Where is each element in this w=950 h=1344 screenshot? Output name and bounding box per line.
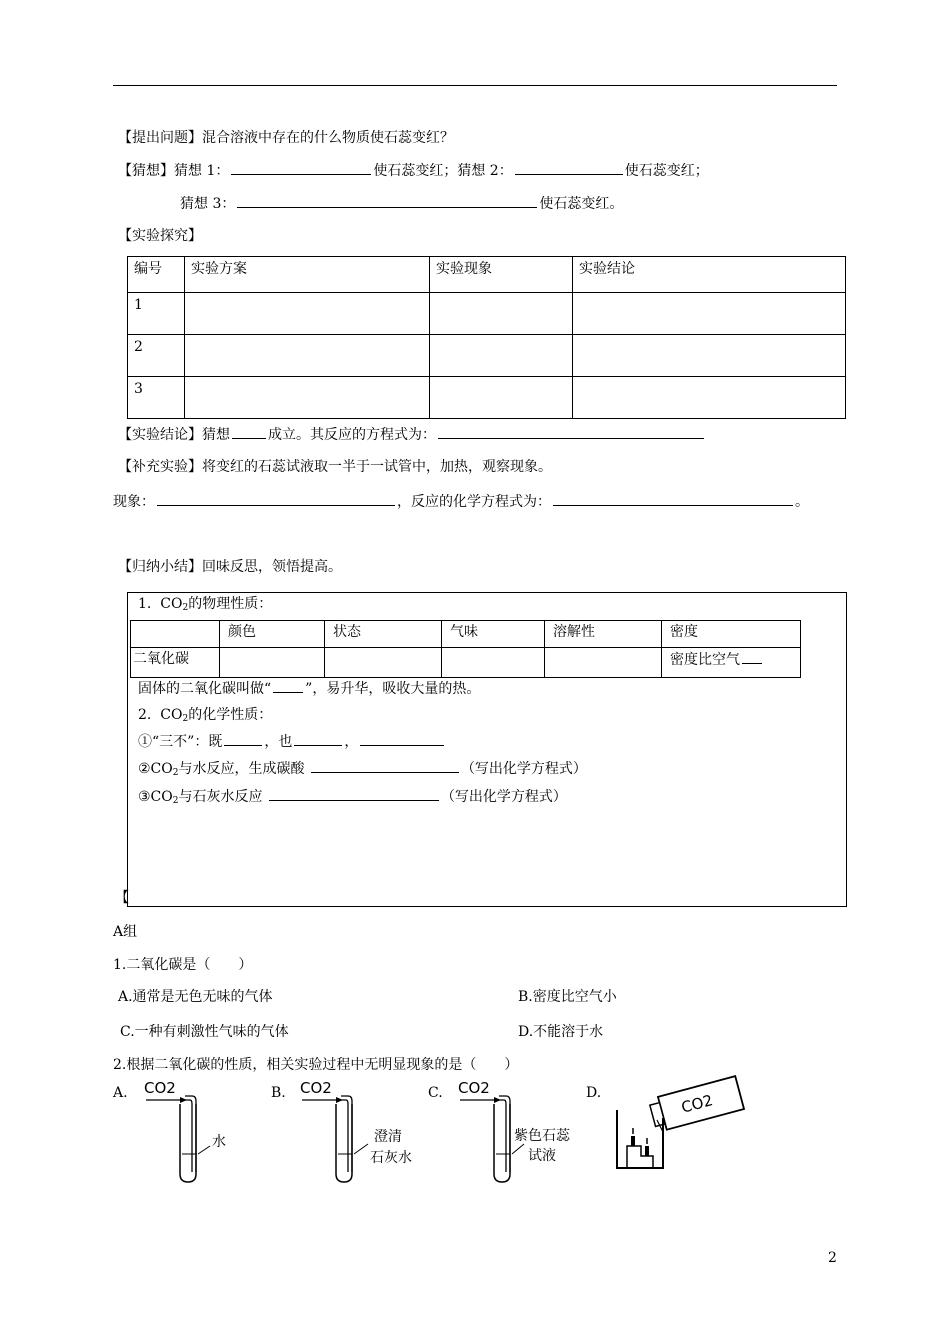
limewater-label-1: 澄清 xyxy=(374,1129,402,1145)
chemical-properties-title: 2. $CO_2$的化学性质： xyxy=(138,707,273,724)
page-number: 2 xyxy=(828,1250,837,1266)
co2-water-equation-blank[interactable] xyxy=(311,758,459,773)
phenomenon-line: 现象： ，反应的化学方程式为： 。 xyxy=(113,491,809,512)
table-row: 颜色 状态 气味 溶解性 密度 xyxy=(131,621,801,648)
table-row: 3 xyxy=(128,377,846,419)
phenomenon-blank[interactable] xyxy=(157,491,395,506)
explore-table xyxy=(127,256,846,419)
conclusion-line: 【实验结论】猜想 成立。其反应的方程式为： xyxy=(118,424,706,445)
water-label: 水 xyxy=(212,1134,226,1150)
q1-option-a[interactable]: A.通常是无色无味的气体 xyxy=(118,989,273,1005)
dry-ice-line: 固体的二氧化碳叫做“ ”，易升华，吸收大量的热。 xyxy=(138,678,480,699)
test-tube-litmus-diagram xyxy=(454,1076,584,1186)
co2-label: CO2 xyxy=(300,1079,332,1097)
q2-option-b-letter[interactable]: B. xyxy=(271,1085,286,1101)
guess-1-blank[interactable] xyxy=(231,160,371,175)
explore-label: 【实验探究】 xyxy=(118,228,202,244)
table-row: 2 xyxy=(128,335,846,377)
q1-option-c[interactable]: C.一种有刺激性气味的气体 xyxy=(120,1024,289,1040)
q2-option-a-letter[interactable]: A. xyxy=(113,1085,128,1101)
test-tube-limewater-diagram xyxy=(296,1076,426,1186)
q2-stem: 2.根据二氧化碳的性质，相关实验过程中无明显现象的是（ ） xyxy=(113,1057,519,1073)
test-tube-water-diagram xyxy=(140,1076,250,1186)
header-rule xyxy=(113,85,837,86)
q2-option-d-letter[interactable]: D. xyxy=(586,1085,602,1101)
guess-line-1: 【猜想】猜想 1： 使石蕊变红；猜想 2： 使石蕊变红； xyxy=(118,160,709,181)
dry-ice-blank[interactable] xyxy=(273,678,303,693)
q2-option-c-letter[interactable]: C. xyxy=(428,1085,443,1101)
cut-bracket: 【 xyxy=(115,890,129,906)
guess-line-3: 猜想 3： 使石蕊变红。 xyxy=(180,193,623,214)
supplement-line: 【补充实验】将变红的石蕊试液取一半于一试管中，加热，观察现象。 xyxy=(118,459,552,475)
guess-3-blank[interactable] xyxy=(237,193,537,208)
physical-properties-title: 1. $CO_2$的物理性质： xyxy=(138,596,273,613)
co2-label: CO2 xyxy=(144,1079,176,1097)
litmus-label-1: 紫色石蕊 xyxy=(514,1128,570,1144)
candle-staircase-diagram xyxy=(605,1076,755,1176)
question-line: 【提出问题】混合溶液中存在的什么物质使石蕊变红？ xyxy=(118,130,454,146)
density-blank[interactable] xyxy=(742,649,762,664)
co2-label: CO2 xyxy=(679,1091,715,1117)
equation-blank[interactable] xyxy=(553,491,793,506)
group-label: A组 xyxy=(113,924,138,940)
co2-limewater-line: $③CO_2$与石灰水反应 （写出化学方程式） xyxy=(138,786,567,811)
guess-2-blank[interactable] xyxy=(515,160,623,175)
limewater-label-2: 石灰水 xyxy=(370,1150,412,1166)
q1-option-d[interactable]: D.不能溶于水 xyxy=(518,1024,604,1040)
q1-option-b[interactable]: B.密度比空气小 xyxy=(518,989,617,1005)
summary-label-line: 【归纳小结】回味反思，领悟提高。 xyxy=(118,559,342,575)
three-nots-line: ①“三不”：既 ，也 ， xyxy=(138,731,446,752)
physical-properties-table xyxy=(130,620,801,678)
q1-stem: 1.二氧化碳是（ ） xyxy=(113,957,253,973)
co2-water-line: $②CO_2$与水反应，生成碳酸 （写出化学方程式） xyxy=(138,758,587,783)
explore-table-header: 编号 实验方案 实验现象 实验结论 xyxy=(128,257,846,293)
conclusion-guess-blank[interactable] xyxy=(232,424,266,439)
litmus-label-2: 试液 xyxy=(528,1148,556,1164)
conclusion-equation-blank[interactable] xyxy=(438,424,704,439)
table-row: 二氧化碳 密度比空气 xyxy=(131,648,801,678)
co2-limewater-equation-blank[interactable] xyxy=(269,786,439,801)
table-row: 1 xyxy=(128,293,846,335)
co2-label: CO2 xyxy=(458,1079,490,1097)
